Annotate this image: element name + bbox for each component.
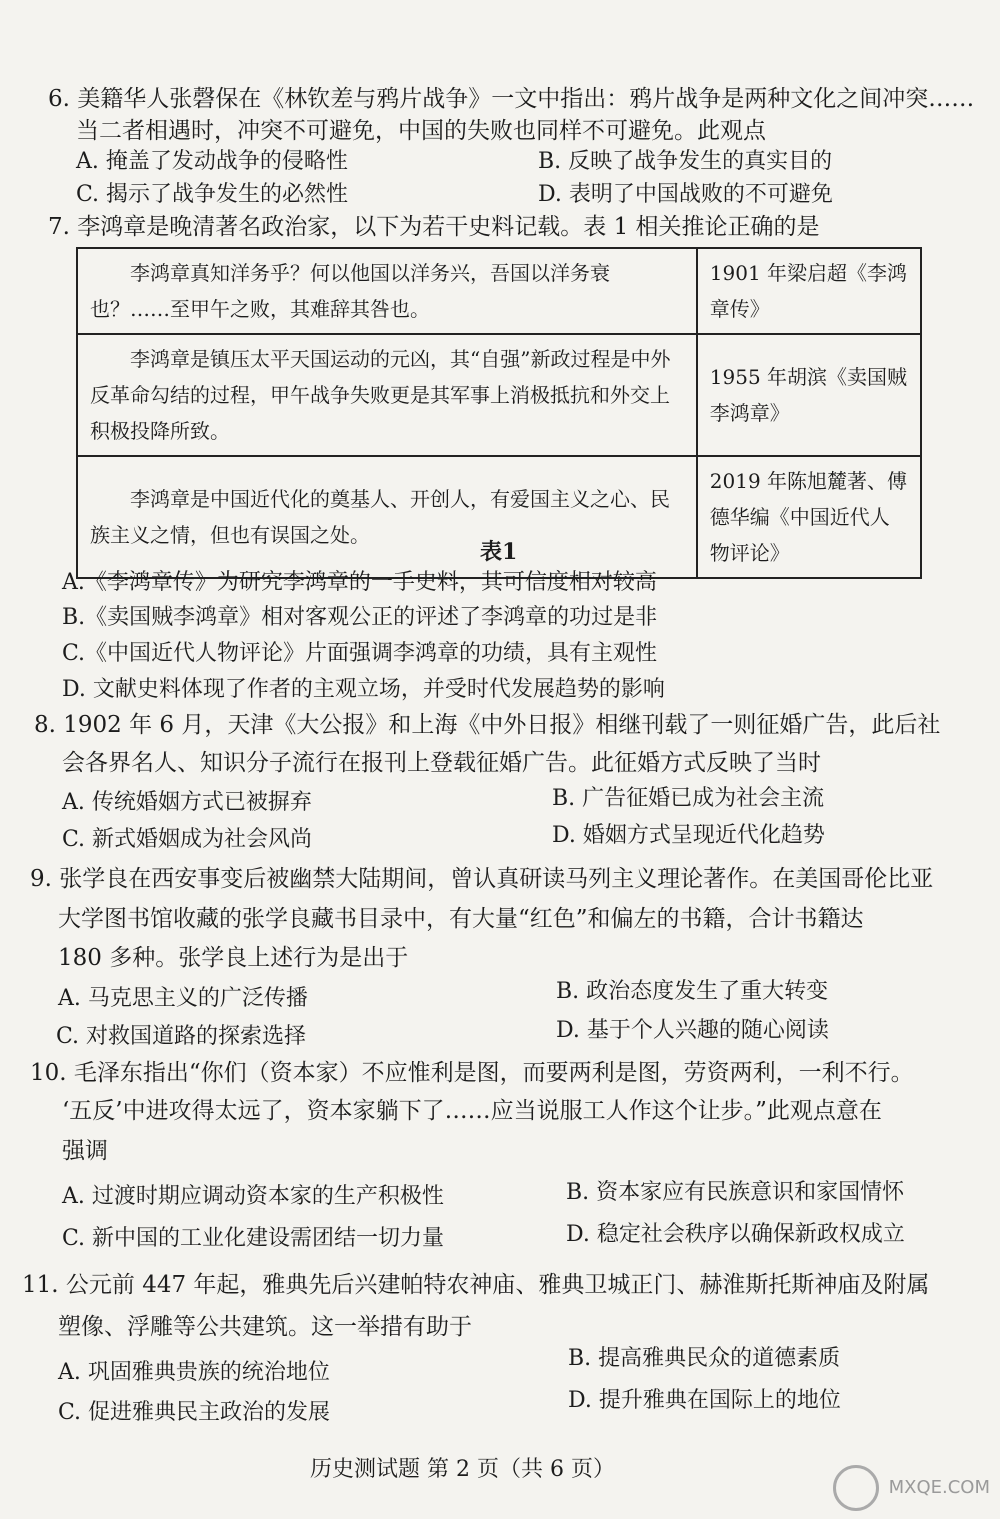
- q10-option-a: A. 过渡时期应调动资本家的生产积极性: [62, 1184, 444, 1209]
- table-source: 1901 年梁启超《李鸿章传》: [697, 248, 921, 334]
- q9-stem-line2: 大学图书馆收藏的张学良藏书目录中，有大量“红色”和偏左的书籍，合计书籍达: [58, 906, 864, 932]
- page-footer: 历史测试题 第 2 页（共 6 页）: [310, 1457, 615, 1482]
- q7-stem: 7. 李鸿章是晚清著名政治家，以下为若干史料记载。表 1 相关推论正确的是: [48, 214, 820, 240]
- q10-option-b: B. 资本家应有民族意识和家国情怀: [566, 1180, 905, 1205]
- q8-option-b: B. 广告征婚已成为社会主流: [552, 786, 825, 811]
- table-quote: 李鸿章是中国近代化的奠基人、开创人，有爱国主义之心、民族主义之情，但也有误国之处。: [77, 456, 697, 578]
- q9-option-d: D. 基于个人兴趣的随心阅读: [556, 1018, 829, 1043]
- q7-option-a: A.《李鸿章传》为研究李鸿章的一手史料，其可信度相对较高: [62, 570, 657, 595]
- q11-option-b: B. 提高雅典民众的道德素质: [568, 1346, 841, 1371]
- q11-option-d: D. 提升雅典在国际上的地位: [568, 1388, 841, 1413]
- q7-option-b: B.《卖国贼李鸿章》相对客观公正的评述了李鸿章的功过是非: [62, 605, 658, 630]
- q8-option-c: C. 新式婚姻成为社会风尚: [62, 827, 313, 852]
- q9-option-c: C. 对救国道路的探索选择: [56, 1024, 307, 1049]
- q6-stem-line1: 6. 美籍华人张磬保在《林钦差与鸦片战争》一文中指出：鸦片战争是两种文化之间冲突……: [48, 86, 975, 112]
- q9-option-a: A. 马克思主义的广泛传播: [58, 986, 308, 1011]
- q10-stem-line3: 强调: [62, 1138, 108, 1164]
- q11-option-a: A. 巩固雅典贵族的统治地位: [58, 1360, 330, 1385]
- q11-option-c: C. 促进雅典民主政治的发展: [58, 1400, 331, 1425]
- q9-stem-line3: 180 多种。张学良上述行为是出于: [58, 945, 409, 971]
- q6-option-c: C. 揭示了战争发生的必然性: [76, 182, 349, 207]
- q7-source-table: [76, 247, 922, 579]
- q6-option-d: D. 表明了中国战败的不可避免: [538, 182, 833, 207]
- table-caption: 表1: [480, 539, 518, 565]
- q6-option-a: A. 掩盖了发动战争的侵略性: [76, 149, 348, 174]
- table-source: 2019 年陈旭麓著、傅德华编《中国近代人物评论》: [697, 456, 921, 578]
- q9-stem-line1: 9. 张学良在西安事变后被幽禁大陆期间，曾认真研读马列主义理论著作。在美国哥伦比亚: [30, 866, 934, 892]
- q6-stem-line2: 当二者相遇时，冲突不可避免，中国的失败也同样不可避免。此观点: [76, 118, 766, 144]
- watermark-text: MXQE.COM: [888, 1477, 990, 1498]
- q9-option-b: B. 政治态度发生了重大转变: [556, 979, 829, 1004]
- q10-stem-line2: ‘五反’中进攻得太远了，资本家躺下了……应当说服工人作这个让步。”此观点意在: [62, 1098, 882, 1124]
- watermark-badge-icon: [833, 1465, 879, 1511]
- q11-stem-line1: 11. 公元前 447 年起，雅典先后兴建帕特农神庙、雅典卫城正门、赫淮斯托斯神庙及附属: [22, 1272, 930, 1298]
- q10-option-d: D. 稳定社会秩序以确保新政权成立: [566, 1222, 905, 1247]
- table-source: 1955 年胡滨《卖国贼李鸿章》: [697, 334, 921, 456]
- q11-stem-line2: 塑像、浮雕等公共建筑。这一举措有助于: [58, 1314, 472, 1340]
- q8-option-d: D. 婚姻方式呈现近代化趋势: [552, 823, 825, 848]
- watermark: [833, 1465, 990, 1511]
- table-row: [77, 334, 921, 456]
- table-quote: 李鸿章是镇压太平天国运动的元凶，其“自强”新政过程是中外反革命勾结的过程，甲午战争失败更是其军事上消极抵抗和外交上积极投降所致。: [77, 334, 697, 456]
- table-row: [77, 248, 921, 334]
- q8-stem-line2: 会各界名人、知识分子流行在报刊上登载征婚广告。此征婚方式反映了当时: [62, 750, 821, 776]
- q10-stem-line1: 10. 毛泽东指出“你们（资本家）不应惟利是图，而要两利是图，劳资两利，一利不行。: [30, 1060, 914, 1086]
- q10-option-c: C. 新中国的工业化建设需团结一切力量: [62, 1226, 445, 1251]
- table-quote: 李鸿章真知洋务乎？何以他国以洋务兴，吾国以洋务衰也？……至甲午之败，其难辞其咎也。: [77, 248, 697, 334]
- q6-option-b: B. 反映了战争发生的真实目的: [538, 149, 833, 174]
- q8-stem-line1: 8. 1902 年 6 月，天津《大公报》和上海《中外日报》相继刊载了一则征婚广告，此后社: [34, 712, 941, 738]
- q7-option-c: C.《中国近代人物评论》片面强调李鸿章的功绩，具有主观性: [62, 641, 658, 666]
- q7-option-d: D. 文献史料体现了作者的主观立场，并受时代发展趋势的影响: [62, 677, 665, 702]
- q8-option-a: A. 传统婚姻方式已被摒弃: [62, 790, 312, 815]
